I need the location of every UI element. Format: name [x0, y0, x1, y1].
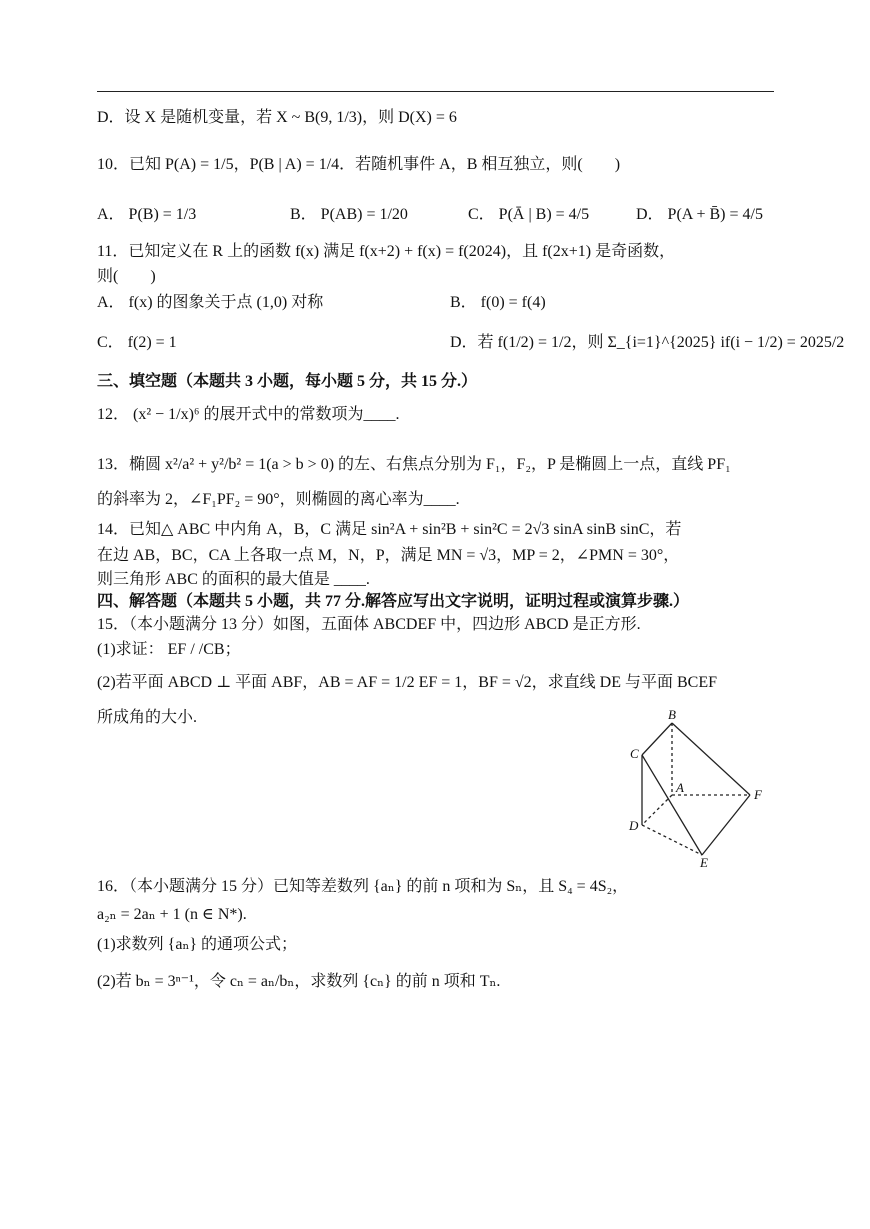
- q16-part2: (2)若 bₙ = 3ⁿ⁻¹，令 cₙ = aₙ/bₙ，求数列 {cₙ} 的前 n 项和 Tₙ.: [97, 973, 501, 990]
- edge-AD: [642, 795, 672, 825]
- q11-option-d: D．若 f(1/2) = 1/2，则 Σ_{i=1}^{2025} if(i − 1/2) = 2025/2: [450, 334, 845, 351]
- pentahedron-figure: [620, 705, 770, 870]
- label-C: C: [630, 746, 639, 761]
- q14-cont: 在边 AB，BC，CA 上各取一点 M，N，P，满足 MN = √3，MP = 2，∠PMN = 30°，: [97, 547, 680, 564]
- q11-option-a: A． f(x) 的图象关于点 (1,0) 对称: [97, 294, 324, 311]
- label-D: D: [629, 818, 639, 833]
- edge-BC: [642, 723, 672, 755]
- header-rule: [97, 91, 774, 92]
- q12: 12． (x² − 1/x)⁶ 的展开式中的常数项为____.: [97, 406, 400, 423]
- section-3-heading: 三、填空题（本题共 3 小题，每小题 5 分，共 15 分.）: [97, 373, 478, 390]
- q10-stem-text: 10．已知 P(A) = 1/5，P(B | A) = 1/4．若随机事件 A，B 相互独立，则( ): [97, 156, 621, 173]
- q9-option-d: [97, 108, 457, 127]
- q9-option-d-text: D．设 X 是随机变量，若 X ~ B(9, 1/3)，则 D(X) = 6: [97, 109, 457, 126]
- q10-option-d: D． P(A + B̄) = 4/5: [636, 206, 763, 223]
- q15-part2-cont: 所成角的大小.: [97, 709, 198, 726]
- label-B: B: [668, 707, 676, 722]
- q11-option-b: B． f(0) = f(4): [450, 294, 546, 311]
- q16-part1: (1)求数列 {aₙ} 的通项公式；: [97, 936, 298, 953]
- q11-stem-cont: 则( ): [97, 268, 156, 285]
- q15: 15．（本小题满分 13 分）如图，五面体 ABCDEF 中，四边形 ABCD 是正方形.: [97, 616, 641, 633]
- label-E: E: [700, 855, 708, 870]
- q13-cont: 的斜率为 2，∠F₁PF₂ = 90°，则椭圆的离心率为____.: [97, 491, 460, 508]
- q15-part2: (2)若平面 ABCD ⊥ 平面 ABF，AB = AF = 1/2 EF = 1，BF = √2，求直线 DE 与平面 BCEF: [97, 674, 717, 691]
- q10-option-c: C． P(Ā | B) = 4/5: [468, 206, 590, 223]
- q15-part1: (1)求证： EF / /CB；: [97, 641, 241, 658]
- q10-stem: [97, 155, 620, 174]
- label-A: A: [676, 780, 684, 795]
- q10-option-a: A． P(B) = 1/3: [97, 206, 197, 223]
- q10-option-b: B． P(AB) = 1/20: [290, 206, 408, 223]
- q16-cont: a₂ₙ = 2aₙ + 1 (n ∈ N*).: [97, 906, 247, 923]
- q13: 13．椭圆 x²/a² + y²/b² = 1(a > b > 0) 的左、右焦点分别为 F₁，F₂，P 是椭圆上一点，直线 PF₁: [97, 456, 731, 473]
- q14: 14．已知△ ABC 中内角 A，B，C 满足 sin²A + sin²B + sin²C = 2√3 sinA sinB sinC，若: [97, 521, 682, 538]
- q11-stem: 11．已知定义在 R 上的函数 f(x) 满足 f(x+2) + f(x) = f(2024)，且 f(2x+1) 是奇函数，: [97, 243, 676, 260]
- q11-option-c: C． f(2) = 1: [97, 334, 177, 351]
- label-F: F: [754, 787, 762, 802]
- section-4-heading: 四、解答题（本题共 5 小题，共 77 分.解答应写出文字说明，证明过程或演算步骤.）: [97, 593, 690, 610]
- edge-EF: [702, 795, 750, 855]
- q16: 16．（本小题满分 15 分）已知等差数列 {aₙ} 的前 n 项和为 Sₙ，且 S₄ = 4S₂，: [97, 878, 629, 895]
- q14-cont2: 则三角形 ABC 的面积的最大值是 ____.: [97, 571, 370, 588]
- edge-CE: [642, 755, 702, 855]
